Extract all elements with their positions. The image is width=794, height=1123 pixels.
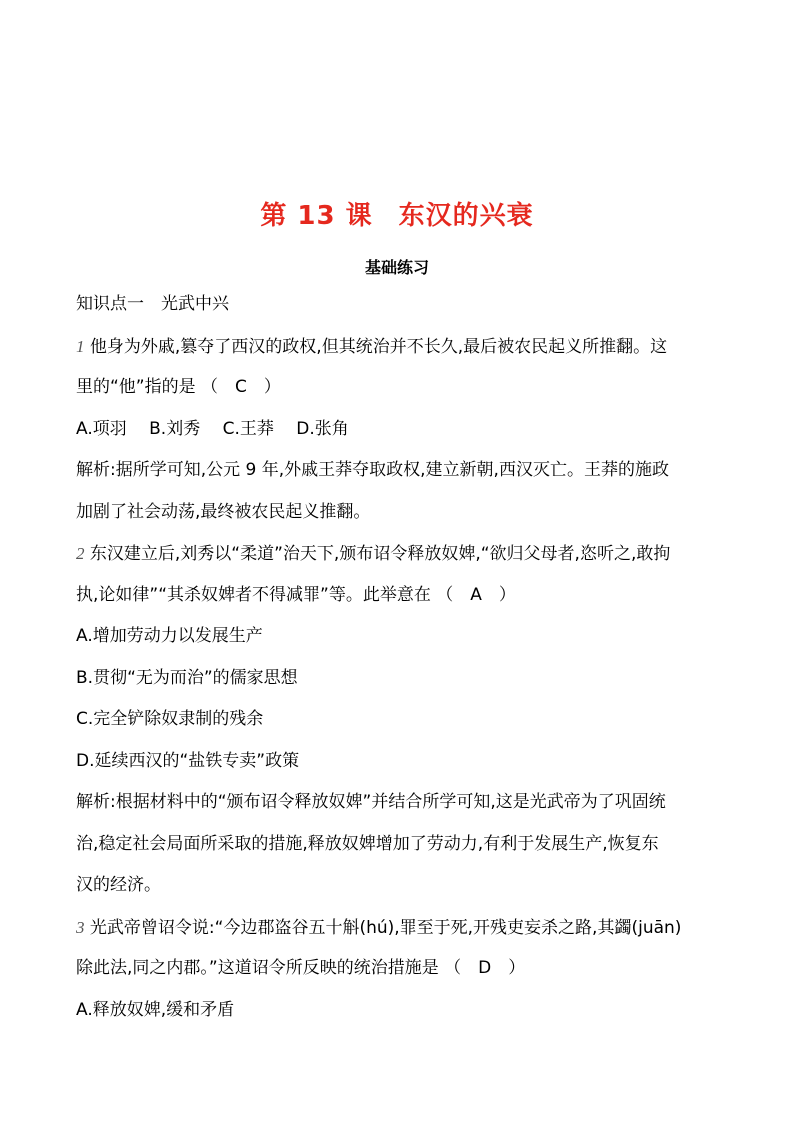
lesson-topic: 东汉的兴衰 [398,201,534,231]
document-body [76,284,721,1031]
question-1-analysis-line2: 加剧了社会动荡,最终被农民起义推翻。 [76,501,371,522]
question-2-stem-line2: 执,论如律”“其杀奴婢者不得减罪”等。此举意在 （ A ） [76,584,516,605]
question-number: 2 [76,544,85,563]
question-1-analysis-line1: 解析:据所学可知,公元 9 年,外戚王莽夺取政权,建立新朝,西汉灭亡。王莽的施政 [76,460,669,480]
question-1-stem-line1: 1 他身为外戚,篡夺了西汉的政权,但其统治并不长久,最后被农民起义所推翻。这 [76,336,668,357]
question-2-option-a: A.增加劳动力以发展生产 [76,626,263,646]
question-2-stem-line1: 2 东汉建立后,刘秀以“柔道”治天下,颁布诏令释放奴婢,“欲归父母者,恣听之,敢拘 [76,544,671,564]
question-1-stem-line2: 里的“他”指的是 （ C ） [76,377,281,397]
question-3-stem-line2: 除此法,同之内郡。”这道诏令所反映的统治措施是 （ D ） [76,958,526,978]
knowledge-point-heading: 知识点一 光武中兴 [76,294,229,314]
question-2-analysis-line3: 汉的经济。 [76,875,161,895]
question-2-option-c: C.完全铲除奴隶制的残余 [76,709,264,729]
lesson-title [0,195,794,232]
question-2-option-d: D.延续西汉的“盐铁专卖”政策 [76,750,300,771]
question-2-option-b: B.贯彻“无为而治”的儒家思想 [76,667,298,688]
question-1-options: A.项羽 B.刘秀 C.王莽 D.张角 [76,418,349,439]
question-3-option-a: A.释放奴婢,缓和矛盾 [76,999,235,1020]
question-2-analysis-line2: 治,稳定社会局面所采取的措施,释放奴婢增加了劳动力,有利于发展生产,恢复东 [76,833,659,854]
question-3-stem-line1: 3 光武帝曾诏令说:“今边郡盗谷五十斛(hú),罪至于死,开残吏妄杀之路,其蠲(juān) [76,917,682,938]
question-2-analysis-line1: 解析:根据材料中的“颁布诏令释放奴婢”并结合所学可知,这是光武帝为了巩固统 [76,792,666,812]
question-number: 3 [76,917,85,937]
lesson-number: 第 13 课 [260,201,373,231]
question-number: 1 [76,336,85,356]
section-heading: 基础练习 [364,258,429,277]
